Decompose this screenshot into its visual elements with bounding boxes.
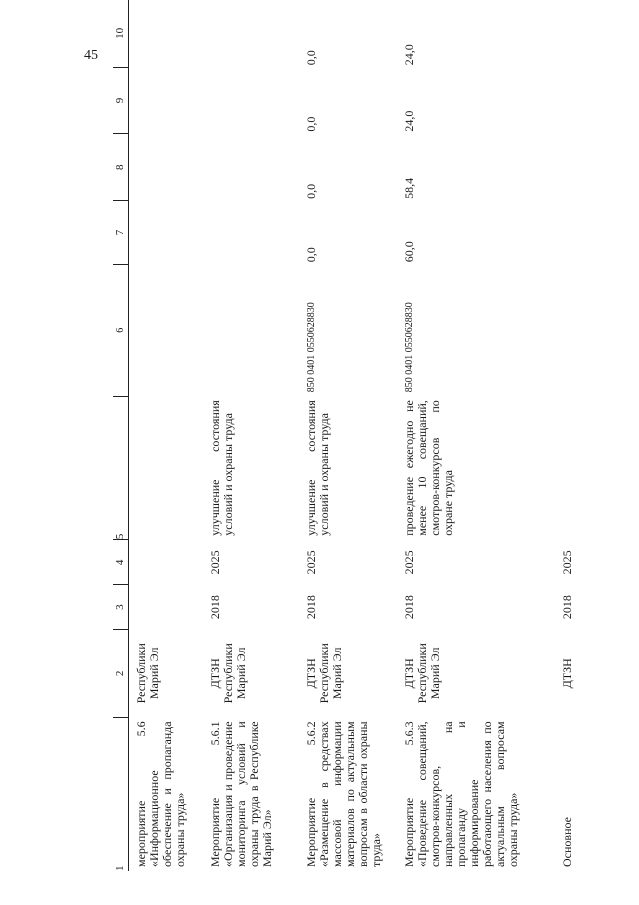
column-header-2: 2 (113, 629, 129, 717)
expected-result: улучшение состояния условий и охраны труда (208, 400, 235, 536)
activity-name: Мероприятие 5.6.2 «Размещение в средствах массовой информации материалов по актуальным вопросам в области охраны труда» (304, 721, 383, 867)
end-year: 2025 (304, 550, 318, 575)
column-header-6: 6 (113, 264, 129, 396)
value-col-7: 60,0 (402, 241, 416, 263)
end-year (129, 540, 204, 585)
column-header-5: 5 (113, 396, 129, 540)
value-col-10 (203, 0, 299, 67)
value-col-7 (203, 201, 299, 264)
start-year: 2018 (304, 595, 318, 620)
end-year: 2025 (402, 550, 416, 575)
value-col-10 (129, 0, 204, 67)
value-col-7: 0,0 (304, 247, 318, 263)
activity-name: Основное (560, 817, 574, 867)
column-header-1: 1 (113, 717, 129, 871)
activity-name: мероприятие 5.6 «Информационное обеспечение и пропаганда охраны труда» (134, 721, 187, 867)
value-col-8 (129, 134, 204, 201)
value-col-7 (129, 201, 204, 264)
expected-result: улучшение состояния условий и охраны труда (304, 400, 331, 536)
budget-code (555, 264, 585, 396)
value-col-10: 0,0 (304, 50, 318, 66)
table-row (129, 0, 204, 871)
start-year: 2018 (208, 595, 222, 620)
value-col-9 (203, 67, 299, 133)
value-col-9 (555, 67, 585, 133)
table-row (299, 0, 397, 871)
column-header-8: 8 (113, 134, 129, 201)
expected-result (555, 396, 585, 540)
value-col-7 (555, 201, 585, 264)
value-col-9: 24,0 (402, 110, 416, 132)
budget-code: 850 0401 0550628830 (306, 302, 317, 393)
activity-name: Мероприятие 5.6.3 «Проведение совещаний, смотров-конкурсов, направленных на пропаганду и информирование работающего населения по актуальным вопросам охраны труда» (402, 721, 520, 867)
start-year: 2018 (402, 595, 416, 620)
activity-name: Мероприятие 5.6.1 «Организация и проведение мониторинга условий и охраны труда в Республике Марий Эл» (208, 721, 274, 867)
program-activities-table (113, 0, 585, 871)
value-col-9 (129, 67, 204, 133)
table-row (555, 0, 585, 871)
expected-result: проведение ежегодно не менее 10 совещаний, смотров-конкурсов по охране труда (402, 400, 455, 536)
expected-result (129, 396, 204, 540)
end-year: 2025 (208, 550, 222, 575)
column-header-row (113, 0, 129, 871)
executor: ДТЗН Республики Марий Эл (402, 643, 442, 704)
budget-code (129, 264, 204, 396)
executor: ДТЗН Республики Марий Эл (304, 643, 344, 704)
table-row (203, 0, 299, 871)
column-header-10: 10 (113, 0, 129, 67)
value-col-9: 0,0 (304, 116, 318, 132)
value-col-10 (555, 0, 585, 67)
value-col-8 (555, 134, 585, 201)
executor: ДТЗН Республики Марий Эл (208, 643, 248, 704)
table-row (397, 0, 555, 871)
executor: ДТЗН (560, 658, 574, 689)
start-year (129, 585, 204, 629)
value-col-8 (203, 134, 299, 201)
column-header-4: 4 (113, 540, 129, 585)
column-header-7: 7 (113, 201, 129, 264)
start-year: 2018 (560, 595, 574, 620)
executor: Республики Марий Эл (134, 643, 161, 704)
column-header-9: 9 (113, 67, 129, 133)
end-year: 2025 (560, 550, 574, 575)
page-number: 45 (84, 48, 98, 63)
value-col-8: 58,4 (402, 177, 416, 199)
column-header-3: 3 (113, 585, 129, 629)
budget-code: 850 0401 0550628830 (404, 302, 415, 393)
value-col-10: 24,0 (402, 44, 416, 66)
value-col-8: 0,0 (304, 183, 318, 199)
budget-code (203, 264, 299, 396)
